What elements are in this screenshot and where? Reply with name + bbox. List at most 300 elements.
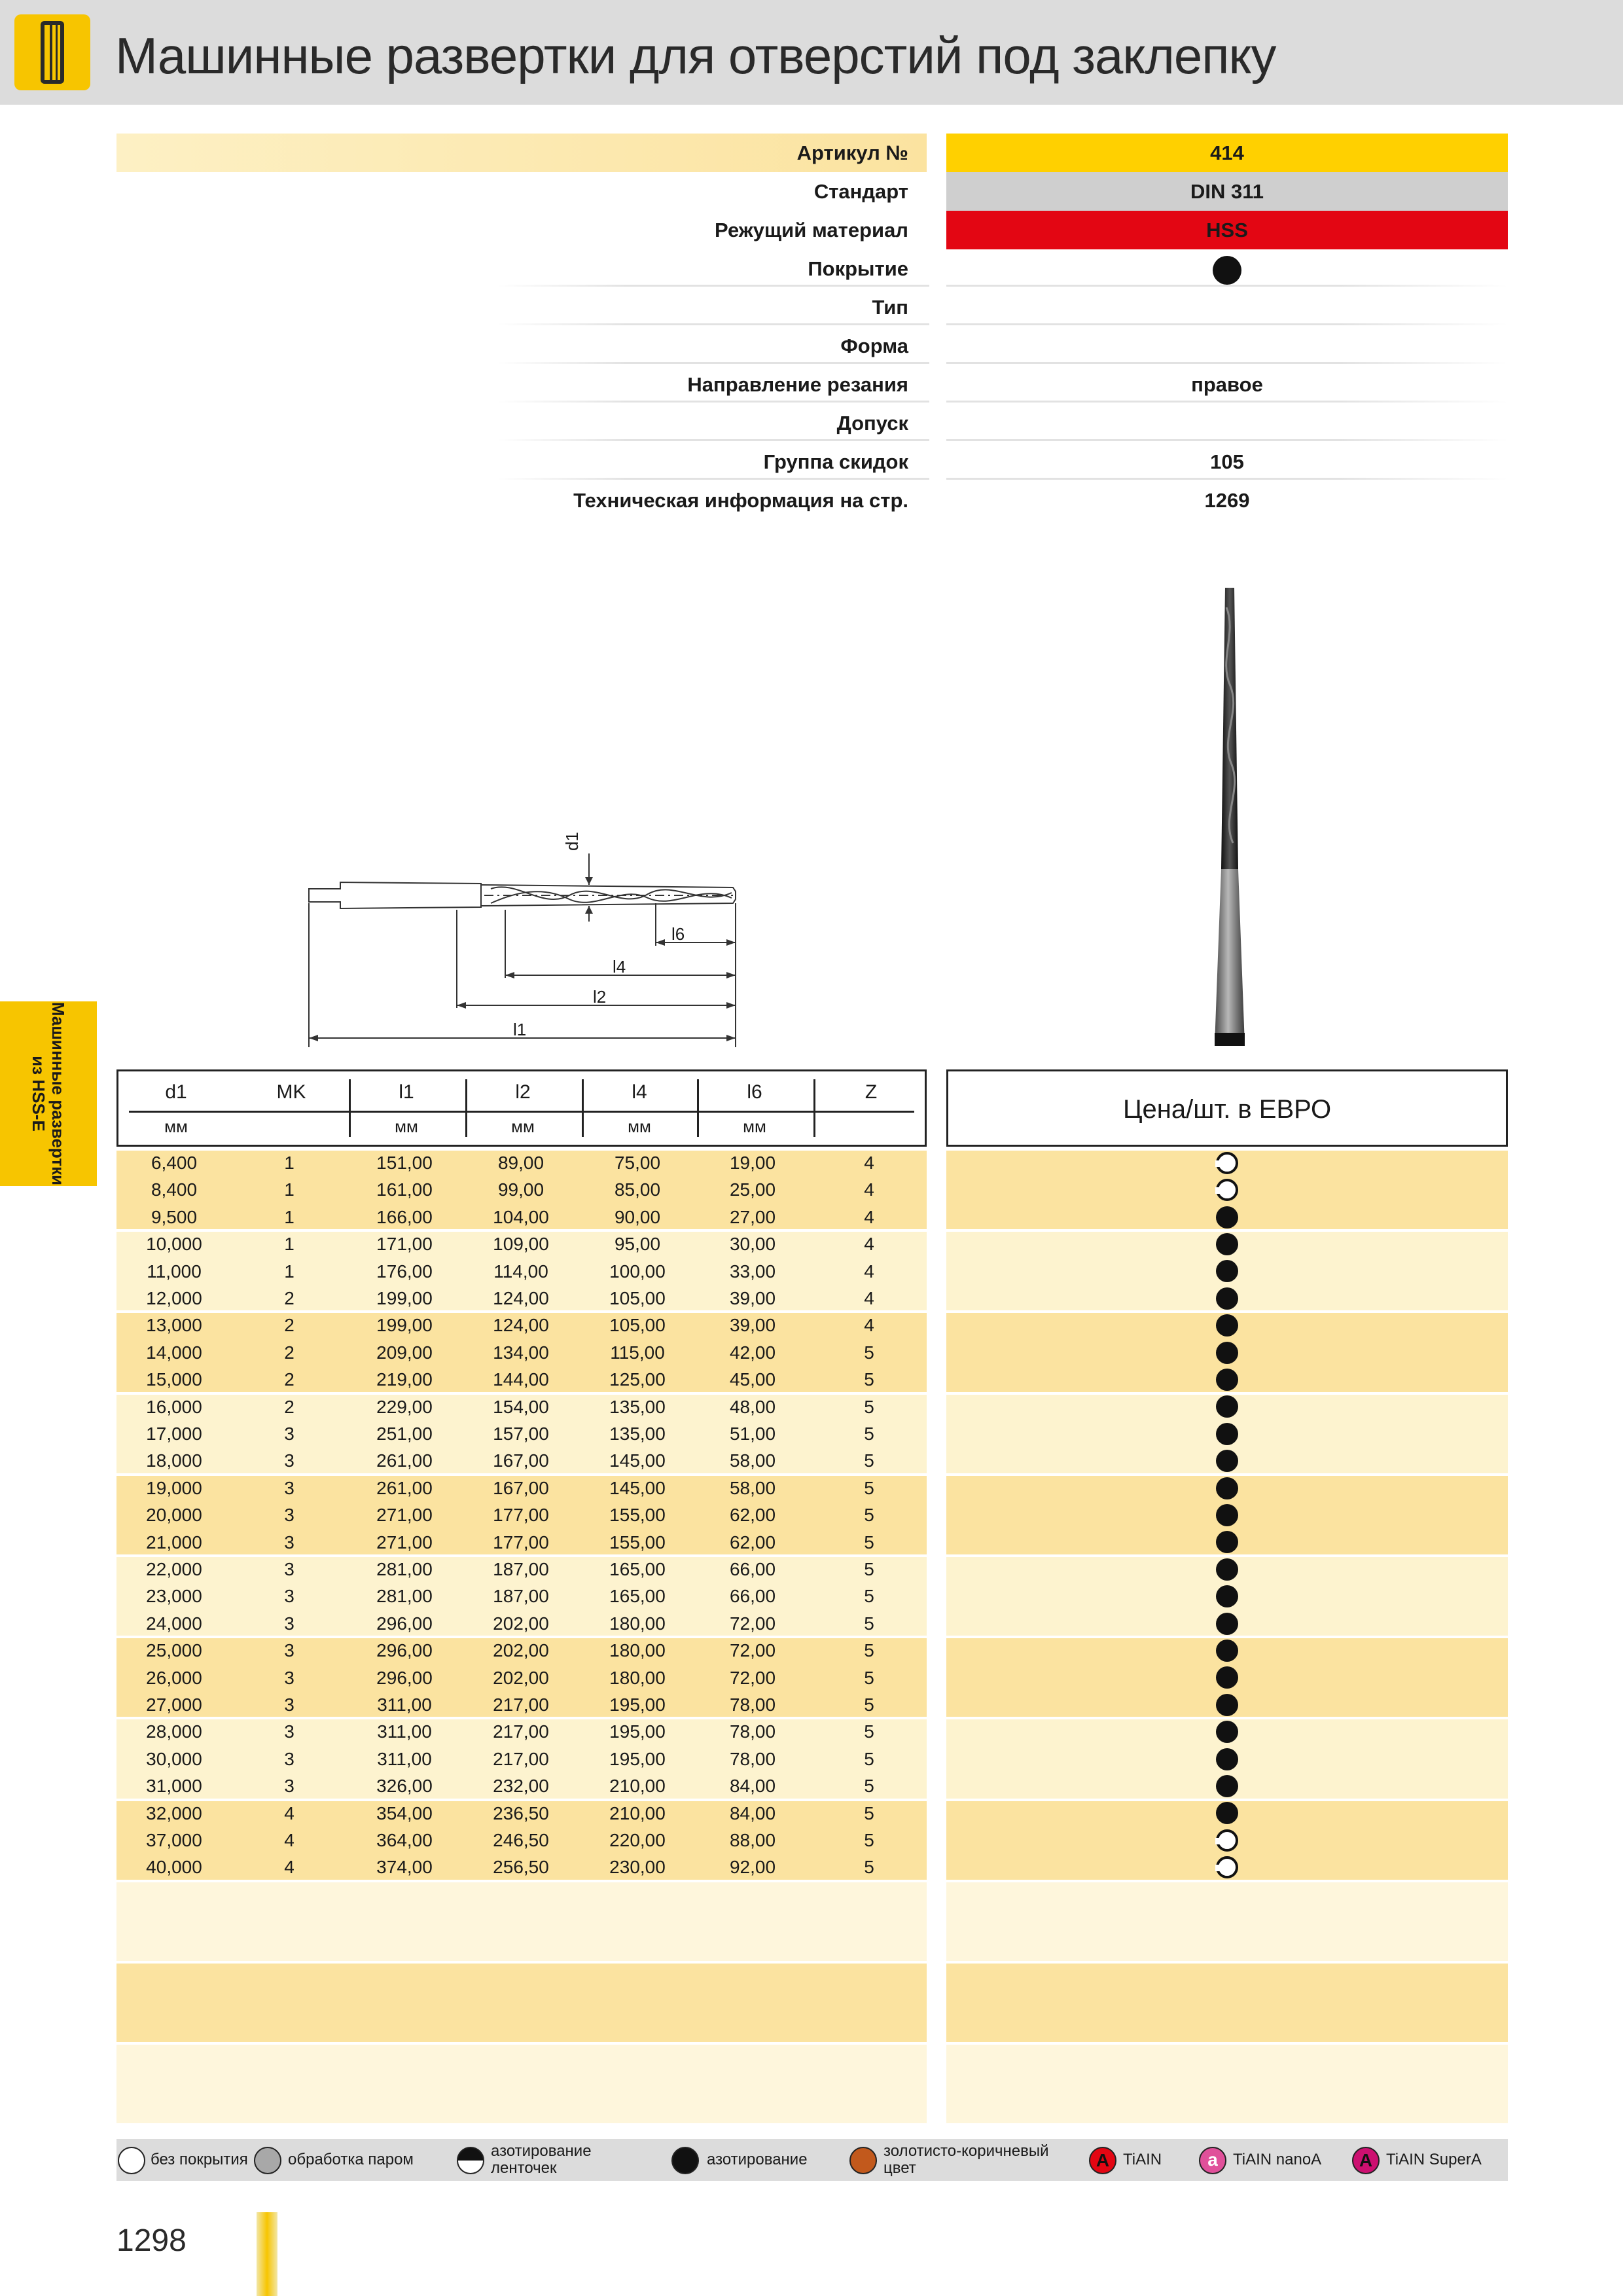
cell-l4: 135,00 [609, 1424, 666, 1444]
cell-mk: 3 [284, 1776, 294, 1797]
cell-z: 5 [864, 1776, 874, 1797]
cell-l2: 114,00 [493, 1261, 548, 1282]
table-row[interactable] [116, 1691, 927, 1718]
page-header [0, 0, 1623, 105]
cell-l4: 195,00 [609, 1721, 666, 1742]
cell-mk: 3 [284, 1586, 294, 1607]
cell-l2: 157,00 [493, 1424, 549, 1444]
black-dot-icon [1213, 256, 1241, 285]
col-unit-d1: мм [164, 1117, 188, 1136]
spec-row-material [0, 211, 1623, 249]
cell-l2: 167,00 [493, 1450, 549, 1471]
cell-l2: 134,00 [493, 1342, 549, 1363]
cell-z: 5 [864, 1424, 874, 1444]
table-row[interactable] [116, 1664, 927, 1691]
cell-z: 5 [864, 1667, 874, 1688]
spec-label: Режущий материал [715, 219, 908, 242]
spec-label: Допуск [836, 412, 908, 435]
cell-z: 5 [864, 1396, 874, 1417]
table-header [116, 1069, 927, 1147]
on-request-circle-icon [1216, 1856, 1238, 1878]
col-header-l4: l4 [632, 1081, 647, 1103]
white-circle-icon [118, 2147, 145, 2174]
cell-l4: 165,00 [609, 1559, 666, 1579]
cell-l1: 166,00 [376, 1206, 433, 1227]
cell-z: 5 [864, 1640, 874, 1661]
table-row[interactable] [116, 1339, 927, 1366]
reamer-photo [1204, 581, 1257, 1056]
empty-row-band [116, 1882, 927, 1961]
available-dot-icon [1216, 1640, 1238, 1662]
cell-l4: 210,00 [609, 1803, 666, 1823]
cell-d1: 25,000 [146, 1640, 202, 1661]
cell-l4: 220,00 [609, 1830, 666, 1850]
cell-l1: 209,00 [376, 1342, 433, 1363]
cell-l2: 187,00 [493, 1559, 549, 1579]
cell-l2: 99,00 [497, 1179, 544, 1200]
cell-l4: 180,00 [609, 1667, 666, 1688]
footer-accent-bar [257, 2212, 277, 2296]
cell-mk: 3 [284, 1667, 294, 1688]
spec-row-type [0, 288, 1623, 327]
cell-d1: 32,000 [146, 1803, 202, 1823]
cell-l4: 135,00 [609, 1396, 666, 1417]
available-dot-icon [1216, 1342, 1238, 1364]
spec-label: Тип [872, 296, 908, 319]
table-row[interactable] [116, 1393, 927, 1420]
column-divider [697, 1079, 699, 1137]
spec-label: Артикул № [796, 141, 908, 164]
cell-l1: 176,00 [376, 1261, 433, 1282]
cell-z: 5 [864, 1505, 874, 1526]
cell-l6: 27,00 [729, 1206, 776, 1227]
cell-mk: 4 [284, 1803, 294, 1823]
cell-z: 4 [864, 1315, 874, 1336]
cell-l1: 271,00 [376, 1532, 433, 1552]
cell-d1: 28,000 [146, 1721, 202, 1742]
cell-l2: 217,00 [493, 1748, 549, 1769]
cell-mk: 1 [284, 1261, 294, 1282]
cell-z: 4 [864, 1261, 874, 1282]
col-header-l2: l2 [515, 1081, 531, 1103]
legend-label: азотирование ленточек [491, 2142, 592, 2177]
table-row[interactable] [116, 1529, 927, 1556]
cell-l6: 39,00 [729, 1288, 776, 1308]
table-row[interactable] [116, 1772, 927, 1799]
table-row[interactable] [116, 1447, 927, 1474]
brown-circle-icon [849, 2147, 877, 2174]
price-header-label: Цена/шт. в ЕВРО [1122, 1095, 1332, 1124]
empty-row-band [116, 1964, 927, 2042]
cell-l4: 115,00 [610, 1342, 665, 1363]
table-row[interactable] [116, 1746, 927, 1772]
legend-label: без покрытия [151, 2151, 248, 2168]
cell-z: 4 [864, 1234, 874, 1255]
spec-label: Техническая информация на стр. [573, 489, 908, 512]
cell-mk: 2 [284, 1342, 294, 1363]
spec-value-tolerance [946, 404, 1508, 442]
cell-d1: 9,500 [151, 1206, 198, 1227]
cell-l6: 72,00 [729, 1613, 776, 1634]
cell-mk: 4 [284, 1857, 294, 1878]
spec-value-material: HSS [946, 211, 1508, 249]
cell-d1: 14,000 [146, 1342, 202, 1363]
spec-row-tolerance [0, 404, 1623, 442]
cell-mk: 3 [284, 1695, 294, 1715]
cell-d1: 21,000 [146, 1532, 202, 1552]
cell-l6: 88,00 [729, 1830, 776, 1850]
spec-value-techinfo[interactable]: 1269 [1204, 489, 1250, 512]
table-row[interactable] [116, 1204, 927, 1230]
cell-l1: 281,00 [376, 1586, 433, 1607]
available-dot-icon [1216, 1314, 1238, 1336]
spec-value-standard: DIN 311 [946, 172, 1508, 211]
cell-l6: 48,00 [729, 1396, 776, 1417]
legend-label: TiAIN [1123, 2151, 1162, 2168]
table-row[interactable] [116, 1637, 927, 1664]
cell-l6: 84,00 [729, 1776, 776, 1797]
cell-l6: 66,00 [729, 1586, 776, 1607]
spec-value-direction: правое [1191, 373, 1263, 396]
cell-d1: 27,000 [146, 1695, 202, 1715]
available-dot-icon [1216, 1694, 1238, 1716]
cell-z: 5 [864, 1803, 874, 1823]
cell-z: 5 [864, 1586, 874, 1607]
cell-l6: 72,00 [729, 1640, 776, 1661]
cell-l2: 202,00 [493, 1613, 549, 1634]
cell-l1: 364,00 [376, 1830, 433, 1850]
cell-l2: 124,00 [493, 1288, 549, 1308]
cell-l2: 187,00 [493, 1586, 549, 1607]
cell-l1: 151,00 [376, 1153, 433, 1173]
cell-l4: 105,00 [609, 1315, 666, 1336]
spec-row-discount [0, 442, 1623, 481]
cell-z: 4 [864, 1288, 874, 1308]
on-request-circle-icon [1216, 1829, 1238, 1852]
cell-mk: 3 [284, 1477, 294, 1498]
cell-z: 5 [864, 1613, 874, 1634]
grey-circle-icon [254, 2147, 281, 2174]
cell-z: 5 [864, 1450, 874, 1471]
cell-l6: 51,00 [729, 1424, 776, 1444]
cell-d1: 19,000 [146, 1477, 202, 1498]
table-row[interactable] [116, 1718, 927, 1745]
table-row[interactable] [116, 1556, 927, 1583]
cell-d1: 30,000 [146, 1748, 202, 1769]
empty-row-band [116, 2045, 927, 2123]
cell-l1: 229,00 [376, 1396, 433, 1417]
cell-l1: 326,00 [376, 1776, 433, 1797]
cell-mk: 3 [284, 1721, 294, 1742]
col-unit-l4: мм [628, 1117, 651, 1136]
available-dot-icon [1216, 1287, 1238, 1310]
table-row[interactable] [116, 1149, 927, 1176]
cell-mk: 3 [284, 1613, 294, 1634]
col-header-mk: MK [276, 1081, 306, 1103]
cell-l1: 296,00 [376, 1613, 433, 1634]
table-row[interactable] [116, 1176, 927, 1203]
cell-l4: 95,00 [614, 1234, 661, 1255]
cell-l2: 104,00 [493, 1206, 549, 1227]
spec-label: Форма [840, 334, 908, 357]
cell-l2: 256,50 [493, 1857, 549, 1878]
cell-d1: 6,400 [151, 1153, 198, 1173]
available-dot-icon [1216, 1558, 1238, 1581]
cell-z: 5 [864, 1342, 874, 1363]
cell-l1: 311,00 [377, 1748, 432, 1769]
cell-mk: 2 [284, 1396, 294, 1417]
cell-l4: 85,00 [614, 1179, 661, 1200]
table-row[interactable] [116, 1610, 927, 1637]
cell-mk: 1 [284, 1179, 294, 1200]
cell-mk: 1 [284, 1153, 294, 1173]
cell-l1: 251,00 [376, 1424, 433, 1444]
on-request-circle-icon [1216, 1152, 1238, 1174]
cell-z: 5 [864, 1830, 874, 1850]
cell-mk: 3 [284, 1532, 294, 1552]
cell-l2: 177,00 [493, 1505, 549, 1526]
page-number: 1298 [116, 2223, 187, 2258]
table-row[interactable] [116, 1258, 927, 1285]
cell-d1: 20,000 [146, 1505, 202, 1526]
cell-l2: 177,00 [493, 1532, 549, 1552]
tialn-super-a-icon: A [1352, 2147, 1380, 2174]
spec-row-coating [0, 249, 1623, 288]
cell-z: 5 [864, 1857, 874, 1878]
cell-z: 5 [864, 1721, 874, 1742]
cell-d1: 31,000 [146, 1776, 202, 1797]
cell-z: 5 [864, 1748, 874, 1769]
cell-d1: 37,000 [146, 1830, 202, 1850]
cell-l4: 165,00 [609, 1586, 666, 1607]
table-row[interactable] [116, 1854, 927, 1880]
cell-d1: 18,000 [146, 1450, 202, 1471]
cell-l1: 261,00 [376, 1450, 433, 1471]
reamer-logo-icon [14, 14, 90, 90]
price-header [946, 1069, 1508, 1147]
cell-l4: 145,00 [609, 1477, 666, 1498]
cell-l6: 42,00 [729, 1342, 776, 1363]
cell-mk: 3 [284, 1424, 294, 1444]
cell-l1: 281,00 [376, 1559, 433, 1579]
empty-row-band [946, 2045, 1508, 2123]
cell-l1: 354,00 [376, 1803, 433, 1823]
cell-d1: 24,000 [146, 1613, 202, 1634]
cell-mk: 3 [284, 1559, 294, 1579]
cell-l4: 195,00 [609, 1748, 666, 1769]
cell-z: 4 [864, 1206, 874, 1227]
cell-mk: 4 [284, 1830, 294, 1850]
legend-label: TiAIN nanoA [1233, 2151, 1322, 2168]
cell-l6: 78,00 [729, 1748, 776, 1769]
spec-label: Стандарт [813, 180, 908, 203]
col-header-d1: d1 [165, 1081, 187, 1103]
cell-l4: 180,00 [609, 1613, 666, 1634]
cell-mk: 1 [284, 1234, 294, 1255]
available-dot-icon [1216, 1206, 1238, 1229]
cell-d1: 40,000 [146, 1857, 202, 1878]
cell-l6: 45,00 [729, 1369, 776, 1390]
cell-l4: 155,00 [609, 1505, 666, 1526]
available-dot-icon [1216, 1233, 1238, 1255]
cell-l6: 78,00 [729, 1695, 776, 1715]
legend-label: азотирование [707, 2151, 808, 2168]
cell-mk: 3 [284, 1505, 294, 1526]
cell-l1: 219,00 [376, 1369, 433, 1390]
cell-d1: 15,000 [146, 1369, 202, 1390]
on-request-circle-icon [1216, 1179, 1238, 1201]
table-row[interactable] [116, 1827, 927, 1854]
cell-d1: 23,000 [146, 1586, 202, 1607]
cell-l6: 30,00 [729, 1234, 776, 1255]
cell-l1: 261,00 [376, 1477, 433, 1498]
available-dot-icon [1216, 1450, 1238, 1472]
cell-d1: 22,000 [146, 1559, 202, 1579]
cell-l1: 199,00 [376, 1315, 433, 1336]
cell-mk: 1 [284, 1206, 294, 1227]
half-black-circle-icon [457, 2147, 484, 2174]
cell-l6: 78,00 [729, 1721, 776, 1742]
cell-d1: 17,000 [146, 1424, 202, 1444]
spec-value-form [946, 327, 1508, 365]
spec-label: Направление резания [687, 373, 908, 396]
legend-label: TiAIN SuperA [1386, 2151, 1482, 2168]
empty-row-band [946, 1882, 1508, 1961]
cell-l4: 195,00 [609, 1695, 666, 1715]
table-row[interactable] [116, 1475, 927, 1501]
cell-z: 4 [864, 1153, 874, 1173]
cell-l6: 58,00 [729, 1450, 776, 1471]
cell-mk: 3 [284, 1450, 294, 1471]
column-divider [349, 1079, 351, 1137]
cell-l6: 62,00 [729, 1532, 776, 1552]
empty-row-band [946, 1964, 1508, 2042]
spec-value-coating [946, 249, 1508, 288]
cell-l6: 25,00 [729, 1179, 776, 1200]
spec-row-form [0, 327, 1623, 365]
table-row[interactable] [116, 1800, 927, 1827]
tialn-a-icon: A [1089, 2147, 1116, 2174]
col-unit-z [813, 1115, 929, 1138]
column-divider [465, 1079, 467, 1137]
header-divider [129, 1111, 914, 1113]
table-row[interactable] [116, 1583, 927, 1609]
col-header-l6: l6 [747, 1081, 762, 1103]
column-divider [582, 1079, 584, 1137]
spec-label: Покрытие [808, 257, 908, 280]
available-dot-icon [1216, 1504, 1238, 1526]
dim-label-d1: d1 [562, 832, 582, 851]
cell-l1: 296,00 [376, 1640, 433, 1661]
table-row[interactable] [116, 1285, 927, 1312]
cell-l4: 75,00 [614, 1153, 661, 1173]
page-title: Машинные развертки для отверстий под заклепку [115, 27, 1276, 84]
cell-d1: 26,000 [146, 1667, 202, 1688]
cell-l4: 155,00 [609, 1532, 666, 1552]
cell-l2: 89,00 [497, 1153, 544, 1173]
cell-l2: 236,50 [493, 1803, 549, 1823]
cell-l4: 125,00 [609, 1369, 666, 1390]
cell-l4: 145,00 [609, 1450, 666, 1471]
spec-row-article [0, 134, 1623, 172]
cell-l1: 171,00 [376, 1234, 433, 1255]
table-row[interactable] [116, 1420, 927, 1447]
available-dot-icon [1216, 1585, 1238, 1607]
table-row[interactable] [116, 1230, 927, 1257]
cell-mk: 2 [284, 1288, 294, 1308]
cell-l6: 39,00 [729, 1315, 776, 1336]
dim-label-l6: l6 [671, 924, 685, 944]
cell-l2: 217,00 [493, 1695, 549, 1715]
cell-z: 5 [864, 1559, 874, 1579]
cell-l6: 19,00 [729, 1153, 776, 1173]
spec-value-article: 414 [946, 134, 1508, 172]
cell-z: 5 [864, 1477, 874, 1498]
cell-l2: 124,00 [493, 1315, 549, 1336]
cell-l1: 271,00 [376, 1505, 433, 1526]
cell-l2: 109,00 [493, 1234, 549, 1255]
cell-z: 5 [864, 1532, 874, 1552]
cell-d1: 16,000 [146, 1396, 202, 1417]
spec-row-direction [0, 365, 1623, 404]
cell-l2: 154,00 [493, 1396, 549, 1417]
cell-l6: 72,00 [729, 1667, 776, 1688]
cell-l6: 33,00 [729, 1261, 776, 1282]
cell-d1: 12,000 [146, 1288, 202, 1308]
table-row[interactable] [116, 1312, 927, 1338]
cell-l1: 374,00 [376, 1857, 433, 1878]
cell-d1: 10,000 [146, 1234, 202, 1255]
table-row[interactable] [116, 1366, 927, 1393]
spec-row-standard [0, 172, 1623, 211]
cell-l2: 167,00 [493, 1477, 549, 1498]
black-circle-icon [671, 2147, 699, 2174]
cell-l2: 232,00 [493, 1776, 549, 1797]
side-tab-label: Машинные развертки из HSS-E [29, 1001, 68, 1186]
legend-label: золотисто-коричневый цвет [883, 2142, 1049, 2177]
cell-l2: 246,50 [493, 1830, 549, 1850]
col-unit-l6: мм [743, 1117, 766, 1136]
cell-l4: 210,00 [609, 1776, 666, 1797]
available-dot-icon [1216, 1721, 1238, 1743]
cell-l4: 100,00 [609, 1261, 666, 1282]
available-dot-icon [1216, 1748, 1238, 1770]
cell-mk: 2 [284, 1369, 294, 1390]
cell-l4: 180,00 [609, 1640, 666, 1661]
legend-label: обработка паром [288, 2151, 414, 2168]
cell-z: 4 [864, 1179, 874, 1200]
available-dot-icon [1216, 1423, 1238, 1445]
cell-l2: 202,00 [493, 1640, 549, 1661]
table-row[interactable] [116, 1501, 927, 1528]
cell-l2: 202,00 [493, 1667, 549, 1688]
cell-l6: 58,00 [729, 1477, 776, 1498]
cell-z: 5 [864, 1369, 874, 1390]
cell-l1: 296,00 [376, 1667, 433, 1688]
available-dot-icon [1216, 1369, 1238, 1391]
cell-l4: 230,00 [609, 1857, 666, 1878]
cell-l1: 161,00 [376, 1179, 433, 1200]
spec-row-techinfo [0, 481, 1623, 520]
tialn-nano-a-icon: a [1199, 2147, 1226, 2174]
available-dot-icon [1216, 1775, 1238, 1797]
available-dot-icon [1216, 1613, 1238, 1635]
dim-label-l1: l1 [513, 1020, 527, 1039]
cell-mk: 3 [284, 1748, 294, 1769]
section-side-tab[interactable] [0, 1001, 97, 1186]
cell-l2: 144,00 [493, 1369, 549, 1390]
cell-l6: 84,00 [729, 1803, 776, 1823]
